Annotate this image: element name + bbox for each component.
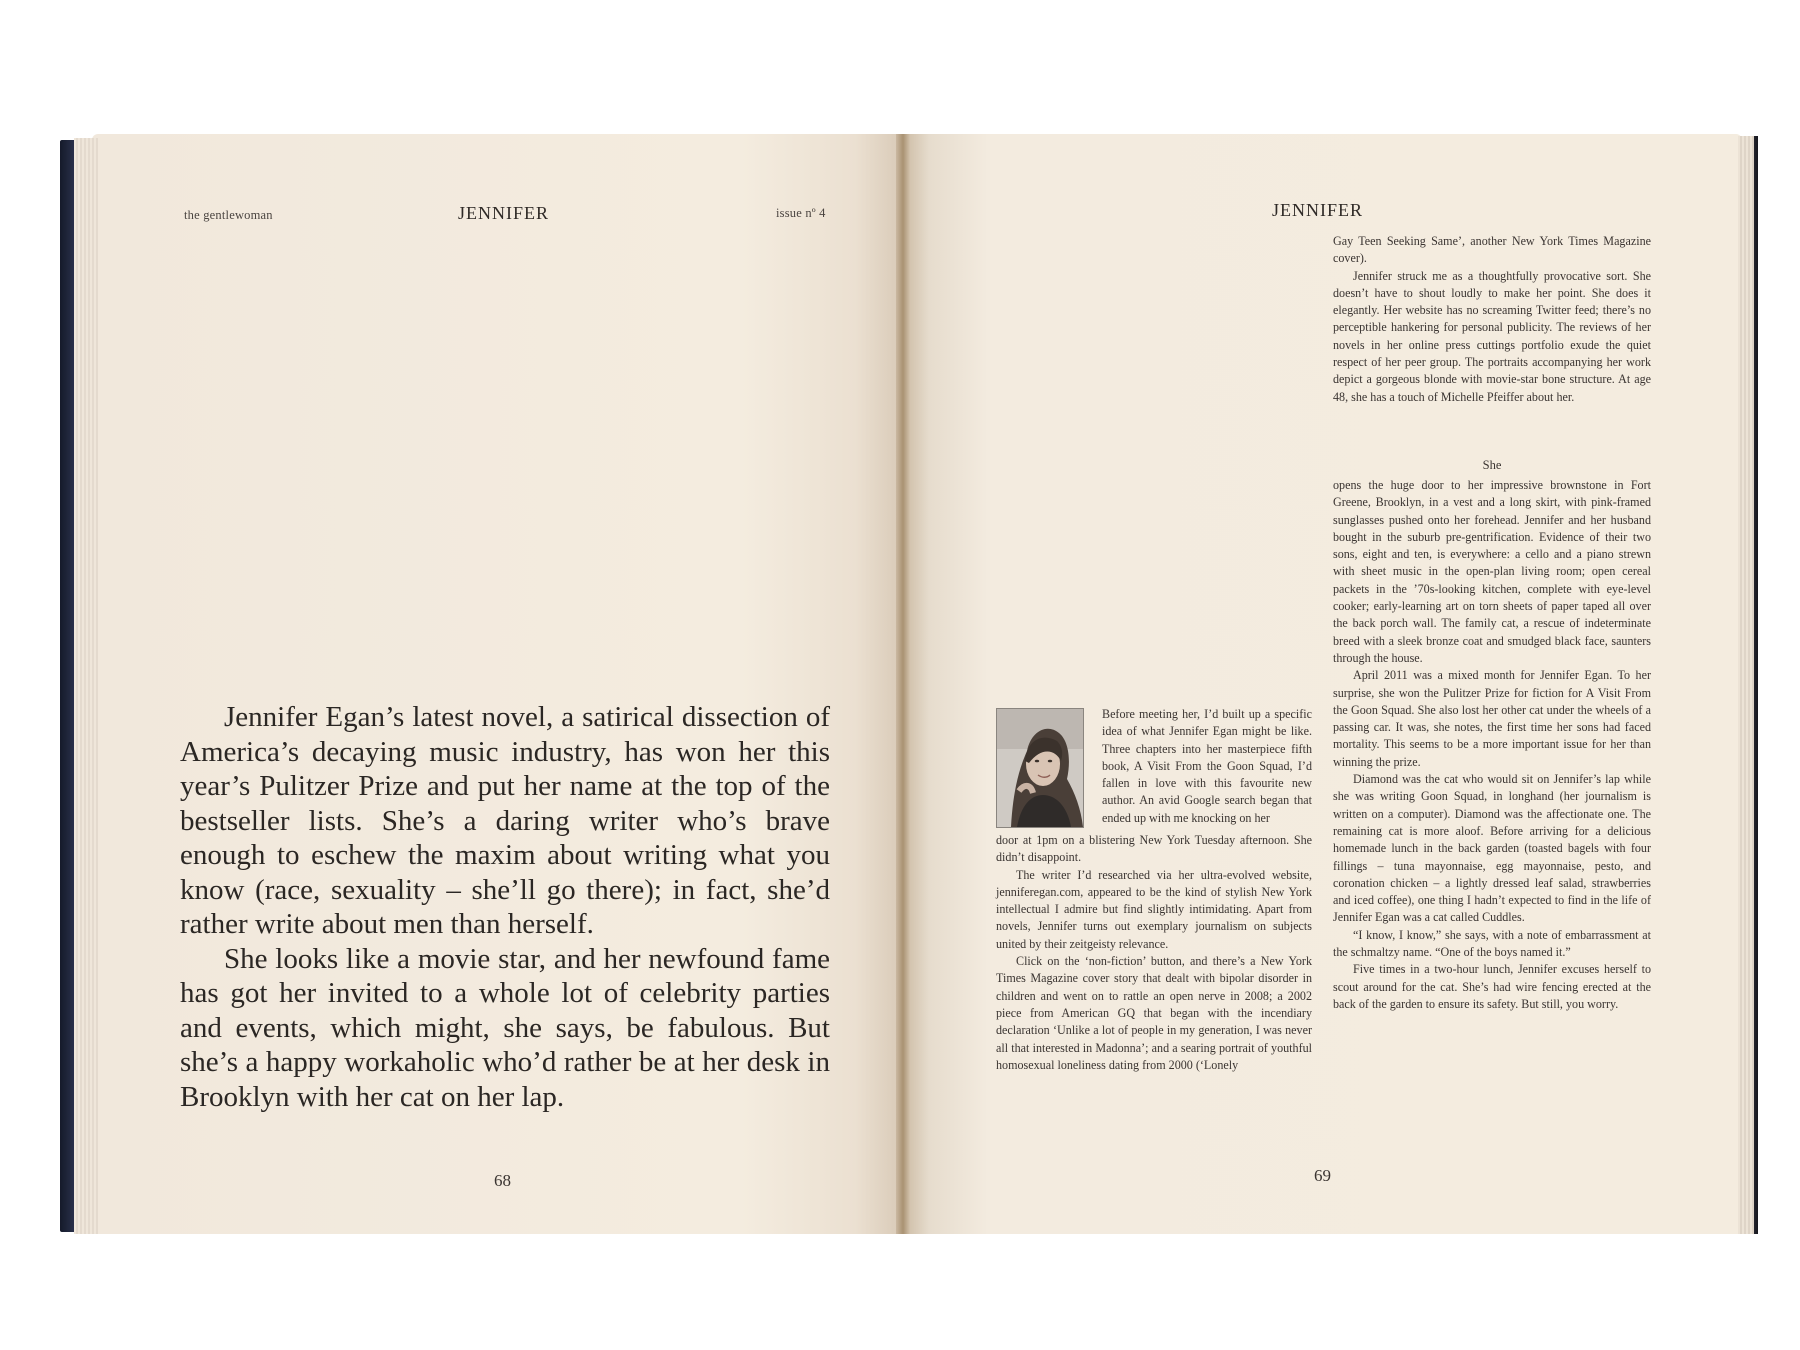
running-head-issue: issue nº 4 — [776, 206, 826, 220]
body-paragraph: The writer I’d researched via her ultra-evolved website, jenniferegan.com, appeared to be the kind of stylish New York intellectual I admire but find slightly intimidating. Apart from novels, Jennifer turns out exemplary journalism on subjects united by their zeitgeisty relevance. — [996, 867, 1312, 951]
author-portrait-photo — [996, 708, 1084, 828]
page-number-right: 69 — [1314, 1166, 1331, 1185]
body-paragraph: opens the huge door to her impressive brownstone in Fort Greene, Brooklyn, in a vest and a long skirt, with pink-framed sunglasses pushed onto her forehead. Jennifer and her husband bought in the suburb pre-gentrification. Evidence of their two sons, eight and ten, is everywhere: a cello and a piano strewn with sheet music in the open-plan living room; open cereal packets in the ’70s-looking kitchen, complete with eye-level cooker; early-learning art on torn sheets of paper taped all over the back porch wall. The family cat, a rescue of indeterminate breed with a sleek bronze coat and smudged black face, saunters through the house. — [1333, 478, 1651, 665]
running-head-title-left: JENNIFER — [458, 203, 550, 223]
lead-standfirst — [180, 700, 830, 1114]
body-paragraph: Gay Teen Seeking Same’, another New York Times Magazine cover). — [1333, 234, 1651, 266]
gutter — [896, 134, 910, 1234]
page-stack-left — [74, 138, 98, 1234]
body-paragraph: April 2011 was a mixed month for Jennifer Egan. To her surprise, she won the Pulitzer Prize for fiction for A Visit From the Goon Squad. She also lost her other cat under the wheels of a passing car. It was, she notes, the first time her sons had faced mortality. This seems to be a more important issue for her than winning the prize. — [1333, 668, 1651, 769]
body-paragraph: Click on the ‘non-fiction’ button, and there’s a New York Times Magazine cover story that dealt with bipolar disorder in children and went on to rattle an open nerve in 2008; a 2002 piece from American GQ that began with the incendiary declaration ‘Unlike a lot of people in my generation, I was never all that interested in Madonna’; and a searing portrait of youthful homosexual loneliness dating from 2000 (‘Lonely — [996, 954, 1312, 1072]
lead-paragraph: She looks like a movie star, and her newfound fame has got her invited to a whole lot of celebrity parties and events, which might, she says, be fabulous. But she’s a happy workaholic who’d rather be at her desk in Brooklyn with her cat on her lap. — [180, 942, 830, 1113]
column-2-bottom — [1333, 477, 1651, 1013]
page-number-left: 68 — [494, 1171, 511, 1190]
body-paragraph: door at 1pm on a blistering New York Tuesday afternoon. She didn’t disappoint. — [996, 833, 1312, 865]
column-1 — [996, 832, 1312, 1074]
section-start-word: She — [1482, 458, 1502, 472]
body-paragraph: Diamond was the cat who would sit on Jennifer’s lap while she was writing Goon Squad, in longhand (her journalism is written on a computer). Diamond was the affectionate one. The remaining cat is more aloof. Before arriving for a delicious homemade lunch in the back garden (toasted bagels with four fillings – tuna mayonnaise, egg mayonnaise, pesto, and coronation chicken – a lightly dressed leaf salad, strawberries and iced coffee), one thing I hadn’t expected to find in the life of Jennifer Egan was a cat called Cuddles. — [1333, 772, 1651, 925]
running-head-title-right: JENNIFER — [1272, 200, 1364, 220]
body-paragraph: “I know, I know,” she says, with a note of embarrassment at the schmaltzy name. “One of the boys named it.” — [1333, 927, 1651, 960]
running-head-publication: the gentlewoman — [184, 208, 273, 222]
body-paragraph: Five times in a two-hour lunch, Jennifer excuses herself to scout around for the cat. She’s had wire fencing erected at the back of the garden to ensure its safety. But still, you worry. — [1333, 962, 1651, 1011]
column-2-top — [1333, 233, 1651, 406]
lead-paragraph: Jennifer Egan’s latest novel, a satirical dissection of America’s decaying music industry, has won her this year’s Pulitzer Prize and put her name at the top of the bestseller lists. She’s a daring writer who’s brave enough to eschew the maxim about writing what you know (race, sexuality – she’ll go there); in fact, she’d rather write about men than herself. — [180, 701, 830, 940]
page-stack-right — [1738, 136, 1754, 1234]
column-1-float-text: Before meeting her, I’d built up a specific idea of what Jennifer Egan might be like. Three chapters into her masterpiece fifth book, A Visit From the Goon Squad, I’d fallen in love with this favourite new author. An avid Google search began that ended up with me knocking on her — [1102, 707, 1312, 825]
body-paragraph: Jennifer struck me as a thoughtfully provocative sort. She doesn’t have to shout loudly to make her point. She does it elegantly. Her website has no screaming Twitter feed; there’s no perceptible hankering for personal publicity. The reviews of her novels in her online press cuttings portfolio exude the quiet respect of her peer group. The portraits accompanying her work depict a gorgeous blonde with movie-star bone structure. At age 48, she has a touch of Michelle Pfeiffer about her. — [1333, 268, 1651, 404]
